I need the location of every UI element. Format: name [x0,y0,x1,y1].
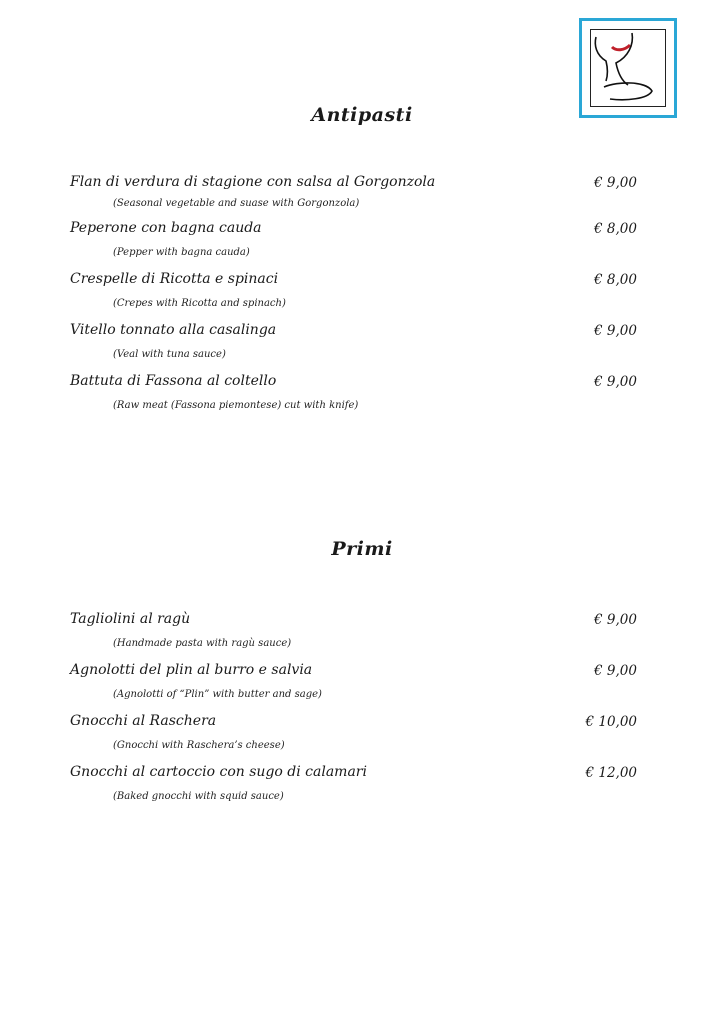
dish-price: € 9,00 [594,175,637,191]
dish-translation: (Handmade pasta with ragù sauce) [113,638,292,649]
dish-name: Agnolotti del plin al burro e salvia [70,662,313,678]
section-title-primi: Primi [331,538,393,560]
dish-price: € 9,00 [594,612,637,628]
dish-translation: (Baked gnocchi with squid sauce) [113,791,284,802]
dish-translation: (Agnolotti of “Plin” with butter and sage) [113,689,322,700]
dish-name: Flan di verdura di stagione con salsa al Gorgonzola [70,174,436,190]
dish-price: € 10,00 [585,714,637,730]
dish-price: € 12,00 [585,765,637,781]
dish-translation: (Pepper with bagna cauda) [113,247,250,258]
dish-price: € 9,00 [594,663,637,679]
dish-translation: (Gnocchi with Raschera’s cheese) [113,740,285,751]
dish-translation: (Raw meat (Fassona piemontese) cut with knife) [113,400,359,411]
dish-price: € 8,00 [594,221,637,237]
dish-name: Battuta di Fassona al coltello [70,373,277,389]
dish-name: Gnocchi al cartoccio con sugo di calamari [70,764,367,780]
dish-name: Tagliolini al ragù [70,611,191,627]
dish-name: Peperone con bagna cauda [70,220,262,236]
dish-name: Crespelle di Ricotta e spinaci [70,271,279,287]
restaurant-logo [579,18,677,118]
dish-name: Vitello tonnato alla casalinga [70,322,277,338]
dish-name: Gnocchi al Raschera [70,713,217,729]
dish-translation: (Crepes with Ricotta and spinach) [113,298,286,309]
dish-translation: (Seasonal vegetable and suase with Gorgonzola) [113,198,360,209]
dish-translation: (Veal with tuna sauce) [113,349,226,360]
dish-price: € 9,00 [594,323,637,339]
section-title-antipasti: Antipasti [311,104,413,126]
wine-glass-logo-icon [582,21,674,115]
dish-price: € 8,00 [594,272,637,288]
dish-price: € 9,00 [594,374,637,390]
